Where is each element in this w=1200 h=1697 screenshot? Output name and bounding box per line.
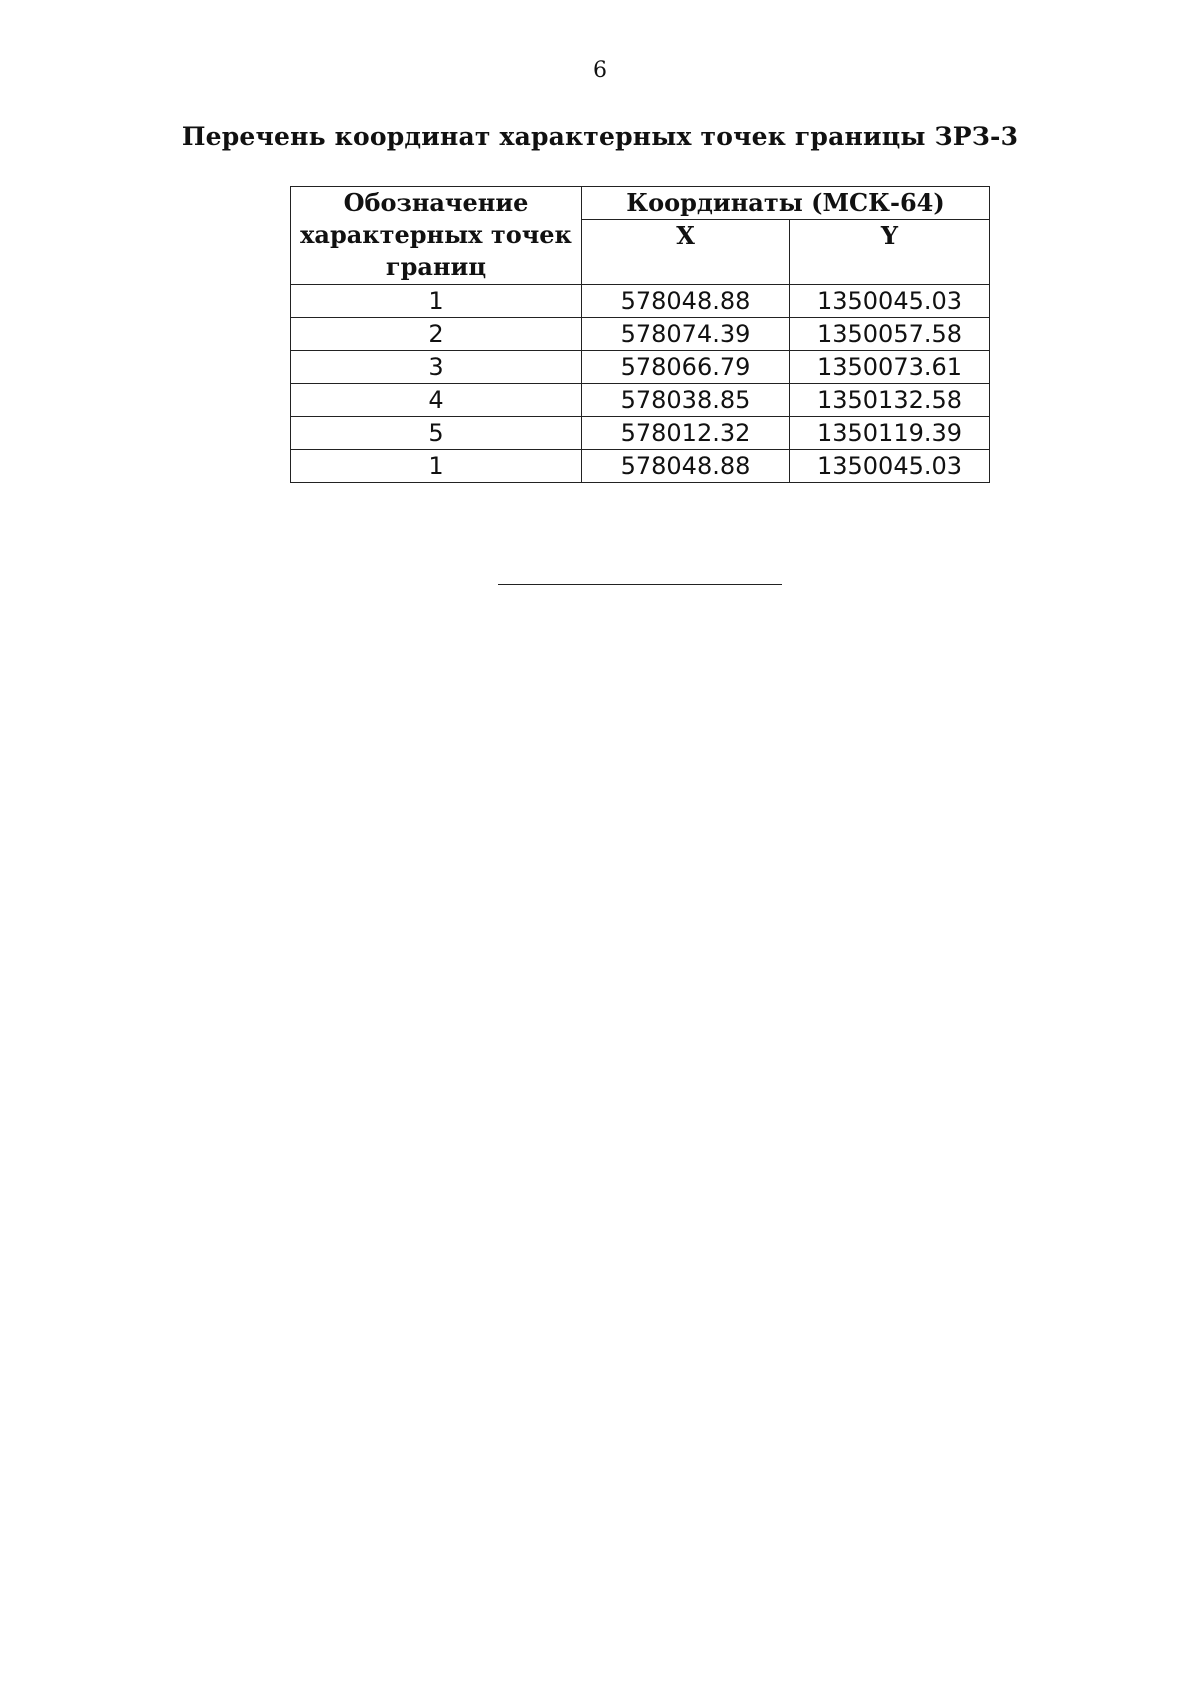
- cell-x: 578066.79: [582, 351, 790, 384]
- table-row: [291, 318, 990, 351]
- cell-point: 1: [291, 450, 582, 483]
- header-row-top: [291, 187, 990, 220]
- table-row: [291, 285, 990, 318]
- document-title: Перечень координат характерных точек границы ЗРЗ-3: [181, 122, 1019, 151]
- cell-y: 1350045.03: [790, 285, 990, 318]
- header-x: X: [582, 220, 790, 285]
- cell-x: 578012.32: [582, 417, 790, 450]
- header-y: Y: [790, 220, 990, 285]
- page-number: 6: [593, 58, 607, 83]
- cell-x: 578038.85: [582, 384, 790, 417]
- table-row: [291, 351, 990, 384]
- coordinates-table: [290, 186, 990, 483]
- cell-y: 1350132.58: [790, 384, 990, 417]
- table-row: [291, 384, 990, 417]
- cell-x: 578048.88: [582, 450, 790, 483]
- cell-point: 2: [291, 318, 582, 351]
- header-point-label: Обозначение характерных точек границ: [291, 187, 582, 285]
- table-row: [291, 450, 990, 483]
- header-coordinates-group: Координаты (МСК-64): [582, 187, 990, 220]
- table-header: [291, 187, 990, 285]
- table-body: [291, 285, 990, 483]
- cell-point: 1: [291, 285, 582, 318]
- cell-y: 1350057.58: [790, 318, 990, 351]
- cell-point: 4: [291, 384, 582, 417]
- end-divider-line: [498, 584, 782, 585]
- table-row: [291, 417, 990, 450]
- cell-point: 5: [291, 417, 582, 450]
- cell-point: 3: [291, 351, 582, 384]
- cell-y: 1350119.39: [790, 417, 990, 450]
- cell-x: 578048.88: [582, 285, 790, 318]
- cell-x: 578074.39: [582, 318, 790, 351]
- cell-y: 1350045.03: [790, 450, 990, 483]
- cell-y: 1350073.61: [790, 351, 990, 384]
